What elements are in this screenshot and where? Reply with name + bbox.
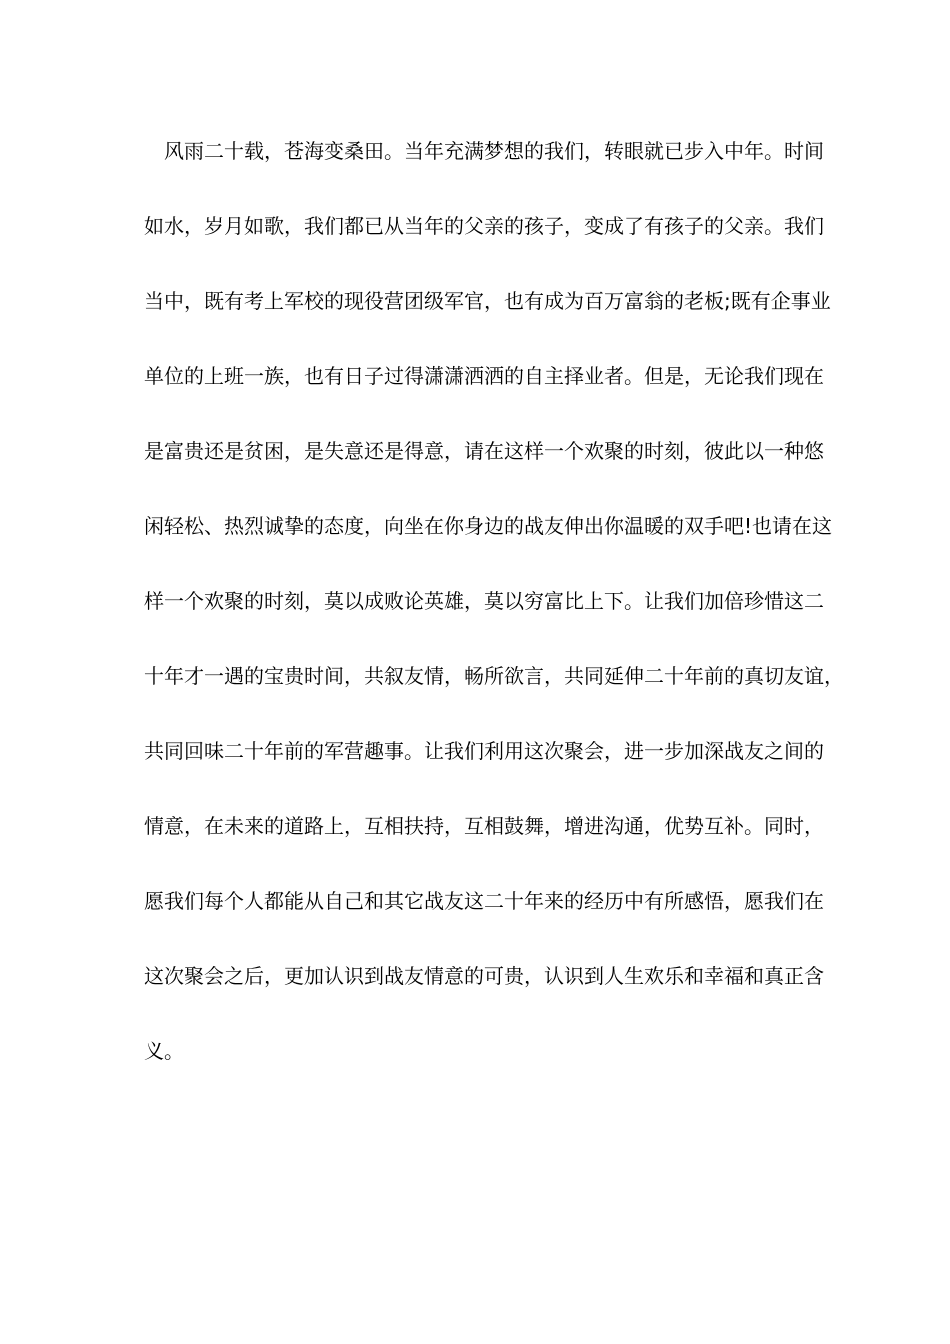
- paragraph-line: 如水，岁月如歌，我们都已从当年的父亲的孩子，变成了有孩子的父亲。我们: [144, 214, 824, 238]
- paragraph-line: 单位的上班一族，也有日子过得潇潇洒洒的自主择业者。但是，无论我们现在: [144, 364, 824, 388]
- body-paragraph: [144, 131, 844, 1106]
- paragraph-line: 愿我们每个人都能从自己和其它战友这二十年来的经历中有所感悟，愿我们在: [144, 889, 824, 913]
- paragraph-line: 这次聚会之后，更加认识到战友情意的可贵，认识到人生欢乐和幸福和真正含: [144, 964, 824, 988]
- paragraph-line: 当中，既有考上军校的现役营团级军官，也有成为百万富翁的老板;既有企事业: [144, 289, 831, 313]
- paragraph-line: 情意，在未来的道路上，互相扶持，互相鼓舞，增进沟通，优势互补。同时，: [144, 814, 824, 838]
- paragraph-line: 是富贵还是贫困，是失意还是得意，请在这样一个欢聚的时刻，彼此以一种悠: [144, 439, 824, 463]
- paragraph-line: 样一个欢聚的时刻，莫以成败论英雄，莫以穷富比上下。让我们加倍珍惜这二: [144, 589, 824, 613]
- paragraph-line: 共同回味二十年前的军营趣事。让我们利用这次聚会，进一步加深战友之间的: [144, 739, 824, 763]
- paragraph-line: 风雨二十载，苍海变桑田。当年充满梦想的我们，转眼就已步入中年。时间: [164, 139, 824, 163]
- paragraph-line: 十年才一遇的宝贵时间，共叙友情，畅所欲言，共同延伸二十年前的真切友谊，: [144, 664, 844, 688]
- paragraph-line: 闲轻松、热烈诚挚的态度，向坐在你身边的战友伸出你温暖的双手吧!也请在这: [144, 514, 833, 538]
- paragraph-line: 义。: [144, 1039, 184, 1063]
